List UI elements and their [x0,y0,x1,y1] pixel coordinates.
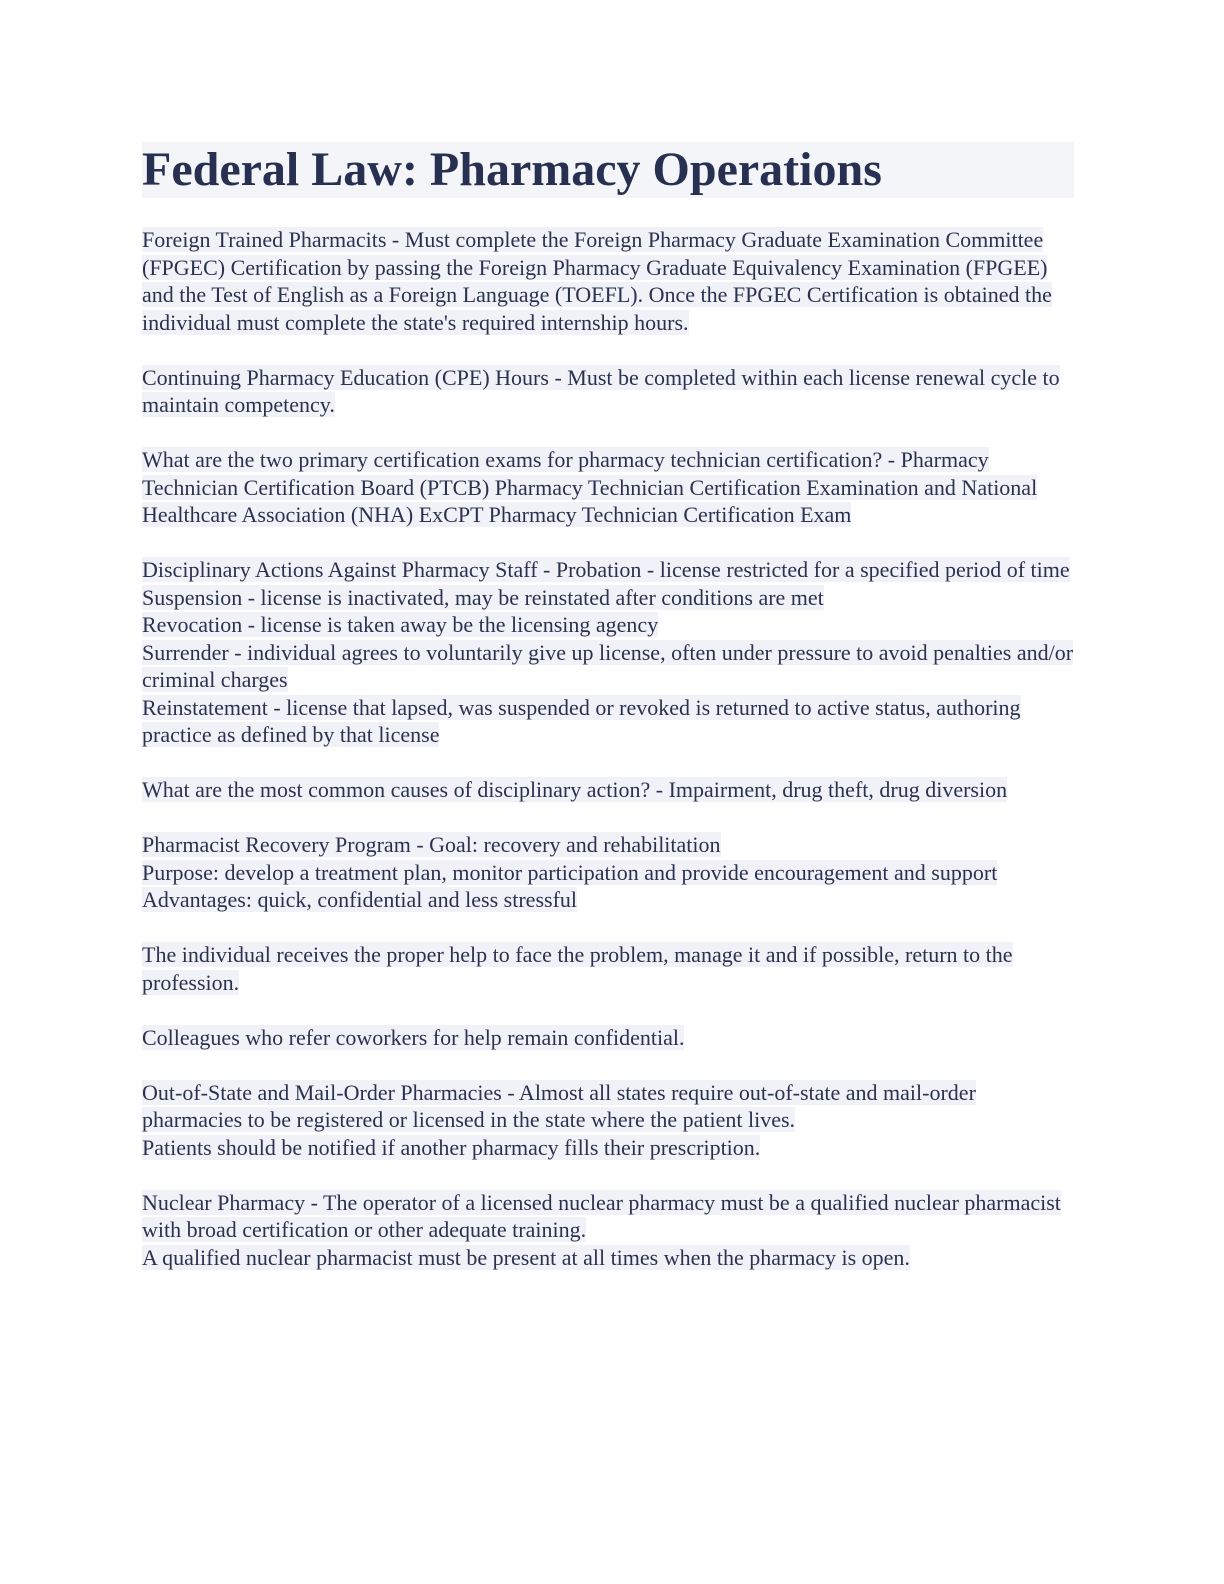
entry-recovery-program [142,831,1074,914]
entry-text: Patients should be notified if another pharmacy fills their prescription. [142,1134,761,1160]
entry-nuclear-pharmacy [142,1189,1074,1272]
entry-common-causes [142,776,1074,804]
document-page [142,142,1074,1299]
entry-text: Revocation - license is taken away be the licensing agency [142,612,659,637]
entry-text: Nuclear Pharmacy - The operator of a licensed nuclear pharmacy must be a qualified nuclear pharmacist with broad certification or other adequate training. [142,1189,1061,1242]
entry-text: A qualified nuclear pharmacist must be present at all times when the pharmacy is open. [142,1244,910,1270]
entry-continuing-education [142,364,1074,419]
entry-disciplinary-actions [142,556,1074,749]
entry-text: The individual receives the proper help to face the problem, manage it and if possible, return to the profession. [142,942,1013,995]
entry-text: Surrender - individual agrees to voluntarily give up license, often under pressure to avoid penalties and/or criminal charges [142,639,1074,692]
entry-text: Pharmacist Recovery Program - Goal: recovery and rehabilitation [142,832,721,857]
entry-text: Purpose: develop a treatment plan, monitor participation and provide encouragement and support [142,859,998,885]
entry-text: Suspension - license is inactivated, may be reinstated after conditions are met [142,584,824,610]
entry-text: Disciplinary Actions Against Pharmacy Staff - Probation - license restricted for a specified period of time [142,557,1070,582]
entry-foreign-trained-pharmacists [142,226,1074,336]
entry-list [142,226,1074,1271]
entry-text: Advantages: quick, confidential and less stressful [142,887,578,912]
entry-text: Continuing Pharmacy Education (CPE) Hours - Must be completed within each license renewal cycle to maintain competency. [142,364,1060,417]
entry-text: Reinstatement - license that lapsed, was suspended or revoked is returned to active status, authoring practice as defined by that license [142,694,1021,747]
page-title: Federal Law: Pharmacy Operations [142,142,1074,198]
entry-text: What are the two primary certification exams for pharmacy technician certification? - Pharmacy Technician Certification Board (PTCB) Pharmacy Technician Certification Examination and National Healthcare Association (NHA) ExCPT Pharmacy Technician Certification Exam [142,447,1038,527]
entry-mail-order-pharmacies [142,1079,1074,1162]
entry-colleagues-confidential [142,1024,1074,1052]
entry-text: What are the most common causes of disciplinary action? - Impairment, drug theft, drug diversion [142,777,1008,802]
entry-technician-exams [142,446,1074,529]
entry-text: Out-of-State and Mail-Order Pharmacies - Almost all states require out-of-state and mail-order pharmacies to be registered or licensed in the state where the patient lives. [142,1079,976,1132]
entry-text: Foreign Trained Pharmacits - Must complete the Foreign Pharmacy Graduate Examination Committee (FPGEC) Certification by passing the Foreign Pharmacy Graduate Equivalency Examination (FPGEE) and the Test of English as a Foreign Language (TOEFL). Once the FPGEC Certification is obtained the individual must complete the state's required internship hours. [142,227,1052,335]
entry-text: Colleagues who refer coworkers for help remain confidential. [142,1024,685,1050]
entry-proper-help [142,941,1074,996]
